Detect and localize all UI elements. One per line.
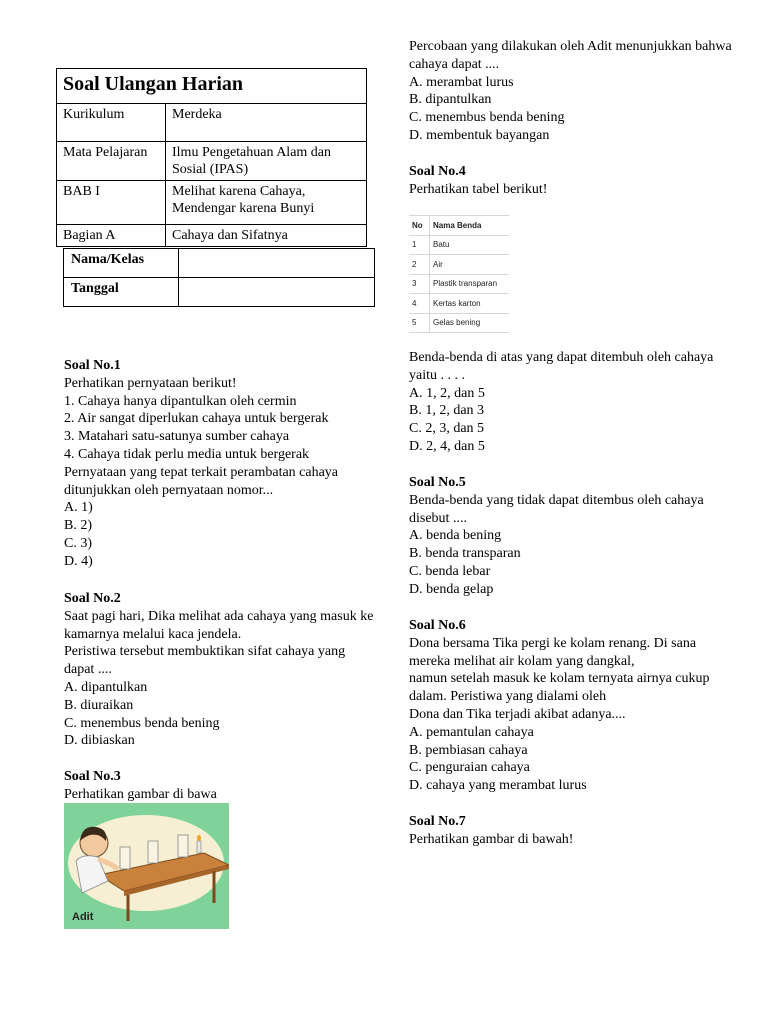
- question-5-prompt: Benda-benda yang tidak dapat ditembus oleh cahaya disebut ....: [409, 492, 704, 526]
- question-4-option-b: B. 1, 2, dan 3: [409, 403, 485, 419]
- table-cell-no: 4: [409, 294, 430, 314]
- header-table: [56, 68, 367, 247]
- question-2-title: Soal No.2: [64, 591, 121, 606]
- question-7: [409, 813, 739, 849]
- table-cell-no: 1: [409, 235, 430, 255]
- table-cell-name: Kertas karton: [430, 294, 510, 314]
- question-6-option-a: A. pemantulan cahaya: [409, 724, 534, 740]
- question-2-text: Saat pagi hari, Dika melihat ada cahaya yang masuk ke kamarnya melalui kaca jendela.: [64, 608, 374, 642]
- table-row: [409, 274, 509, 294]
- question-6-title: Soal No.6: [409, 618, 466, 633]
- question-3-prompt: Percobaan yang dilakukan oleh Adit menunjukkan bahwa cahaya dapat ....: [409, 39, 732, 72]
- question-4-body: [409, 349, 739, 456]
- table-header-row: [409, 216, 509, 236]
- table-cell-name: Batu: [430, 235, 510, 255]
- section-label: Bagian A: [57, 225, 166, 247]
- question-6-option-d: D. cahaya yang merambat lurus: [409, 778, 587, 794]
- chapter-value: Melihat karena Cahaya, Mendengar karena Bunyi: [166, 181, 367, 225]
- question-6-prompt: Dona dan Tika terjadi akibat adanya....: [409, 706, 626, 722]
- question-3-header: [64, 768, 374, 804]
- question-4-title: Soal No.4: [409, 164, 466, 179]
- subject-value: Ilmu Pengetahuan Alam dan Sosial (IPAS): [166, 142, 367, 181]
- curriculum-label: Kurikulum: [57, 104, 166, 142]
- question-5-option-a: A. benda bening: [409, 528, 502, 544]
- question-5-option-b: B. benda transparan: [409, 546, 521, 562]
- question-3-body: [409, 38, 739, 145]
- question-1-text: Perhatikan pernyataan berikut!: [64, 375, 237, 391]
- name-class-label: Nama/Kelas: [64, 249, 179, 278]
- table-row: [409, 294, 509, 314]
- question-3-intro: Perhatikan gambar di bawa: [64, 786, 217, 802]
- question-2-prompt: Peristiwa tersebut membuktikan sifat cahaya yang dapat ....: [64, 644, 346, 678]
- question-5-option-c: C. benda lebar: [409, 563, 491, 579]
- question-1-option-b: B. 2): [64, 518, 92, 534]
- question-1-statement: 4. Cahaya tidak perlu media untuk bergerak: [64, 446, 310, 462]
- question-3-option-c: C. menembus benda bening: [409, 110, 565, 126]
- curriculum-value: Merdeka: [166, 104, 367, 142]
- date-label: Tanggal: [64, 278, 179, 307]
- question-2-option-c: C. menembus benda bening: [64, 715, 220, 731]
- chapter-label: BAB I: [57, 181, 166, 225]
- image-caption: Adit: [72, 911, 94, 923]
- table-row: [409, 313, 509, 333]
- question-4-header: [409, 163, 739, 199]
- question-2-option-d: D. dibiaskan: [64, 733, 135, 749]
- table-cell-name: Plastik transparan: [430, 274, 510, 294]
- question-1-option-d: D. 4): [64, 553, 93, 569]
- document-title: Soal Ulangan Harian: [57, 69, 367, 104]
- question-1-statement: 3. Matahari satu-satunya sumber cahaya: [64, 429, 290, 445]
- table-row: [409, 235, 509, 255]
- table-row: [409, 255, 509, 275]
- table-cell-name: Gelas bening: [430, 313, 510, 333]
- question-2: [64, 590, 374, 750]
- section-value: Cahaya dan Sifatnya: [166, 225, 367, 247]
- question-1-option-a: A. 1): [64, 500, 93, 516]
- question-5: [409, 474, 739, 599]
- question-7-title: Soal No.7: [409, 814, 466, 829]
- table-header-name: Nama Benda: [430, 216, 510, 236]
- question-3-option-b: B. dipantulkan: [409, 92, 492, 108]
- question-7-intro: Perhatikan gambar di bawah!: [409, 831, 574, 847]
- question-4-intro: Perhatikan tabel berikut!: [409, 181, 548, 197]
- question-6-option-b: B. pembiasan cahaya: [409, 742, 528, 758]
- question-5-title: Soal No.5: [409, 475, 466, 490]
- question-3-option-a: A. merambat lurus: [409, 74, 514, 90]
- question-6: [409, 617, 739, 795]
- question-1: [64, 357, 374, 571]
- question-4-option-a: A. 1, 2, dan 5: [409, 385, 485, 401]
- question-1-prompt: Pernyataan yang tepat terkait perambatan cahaya ditunjukkan oleh pernyataan nomor...: [64, 464, 339, 498]
- question-3-option-d: D. membentuk bayangan: [409, 127, 550, 143]
- question-1-statement: 2. Air sangat diperlukan cahaya untuk bergerak: [64, 411, 329, 427]
- question-6-option-c: C. penguraian cahaya: [409, 760, 530, 776]
- question-2-option-a: A. dipantulkan: [64, 679, 148, 695]
- table-header-no: No: [409, 216, 430, 236]
- question-6-text: Dona bersama Tika pergi ke kolam renang. Di sana mereka melihat air kolam yang dangkal,: [409, 635, 697, 669]
- experiment-illustration: [64, 803, 229, 929]
- question-4-prompt: Benda-benda di atas yang dapat ditembuh oleh cahaya yaitu . . . .: [409, 350, 714, 383]
- question-4-option-d: D. 2, 4, dan 5: [409, 438, 485, 454]
- name-class-field[interactable]: [179, 249, 375, 278]
- question-5-option-d: D. benda gelap: [409, 581, 494, 597]
- question-2-option-b: B. diuraikan: [64, 697, 134, 713]
- subject-label: Mata Pelajaran: [57, 142, 166, 181]
- question-4-option-c: C. 2, 3, dan 5: [409, 421, 485, 437]
- table-cell-no: 5: [409, 313, 430, 333]
- table-cell-no: 3: [409, 274, 430, 294]
- question-3-title: Soal No.3: [64, 769, 121, 784]
- question-1-title: Soal No.1: [64, 358, 121, 373]
- table-cell-no: 2: [409, 255, 430, 275]
- question-1-statement: 1. Cahaya hanya dipantulkan oleh cermin: [64, 393, 297, 409]
- identity-table: [63, 248, 375, 307]
- objects-table: [409, 215, 509, 333]
- question-6-text: namun setelah masuk ke kolam ternyata airnya cukup dalam. Peristiwa yang dialami oleh: [409, 671, 710, 705]
- question-1-option-c: C. 3): [64, 535, 92, 551]
- date-field[interactable]: [179, 278, 375, 307]
- table-cell-name: Air: [430, 255, 510, 275]
